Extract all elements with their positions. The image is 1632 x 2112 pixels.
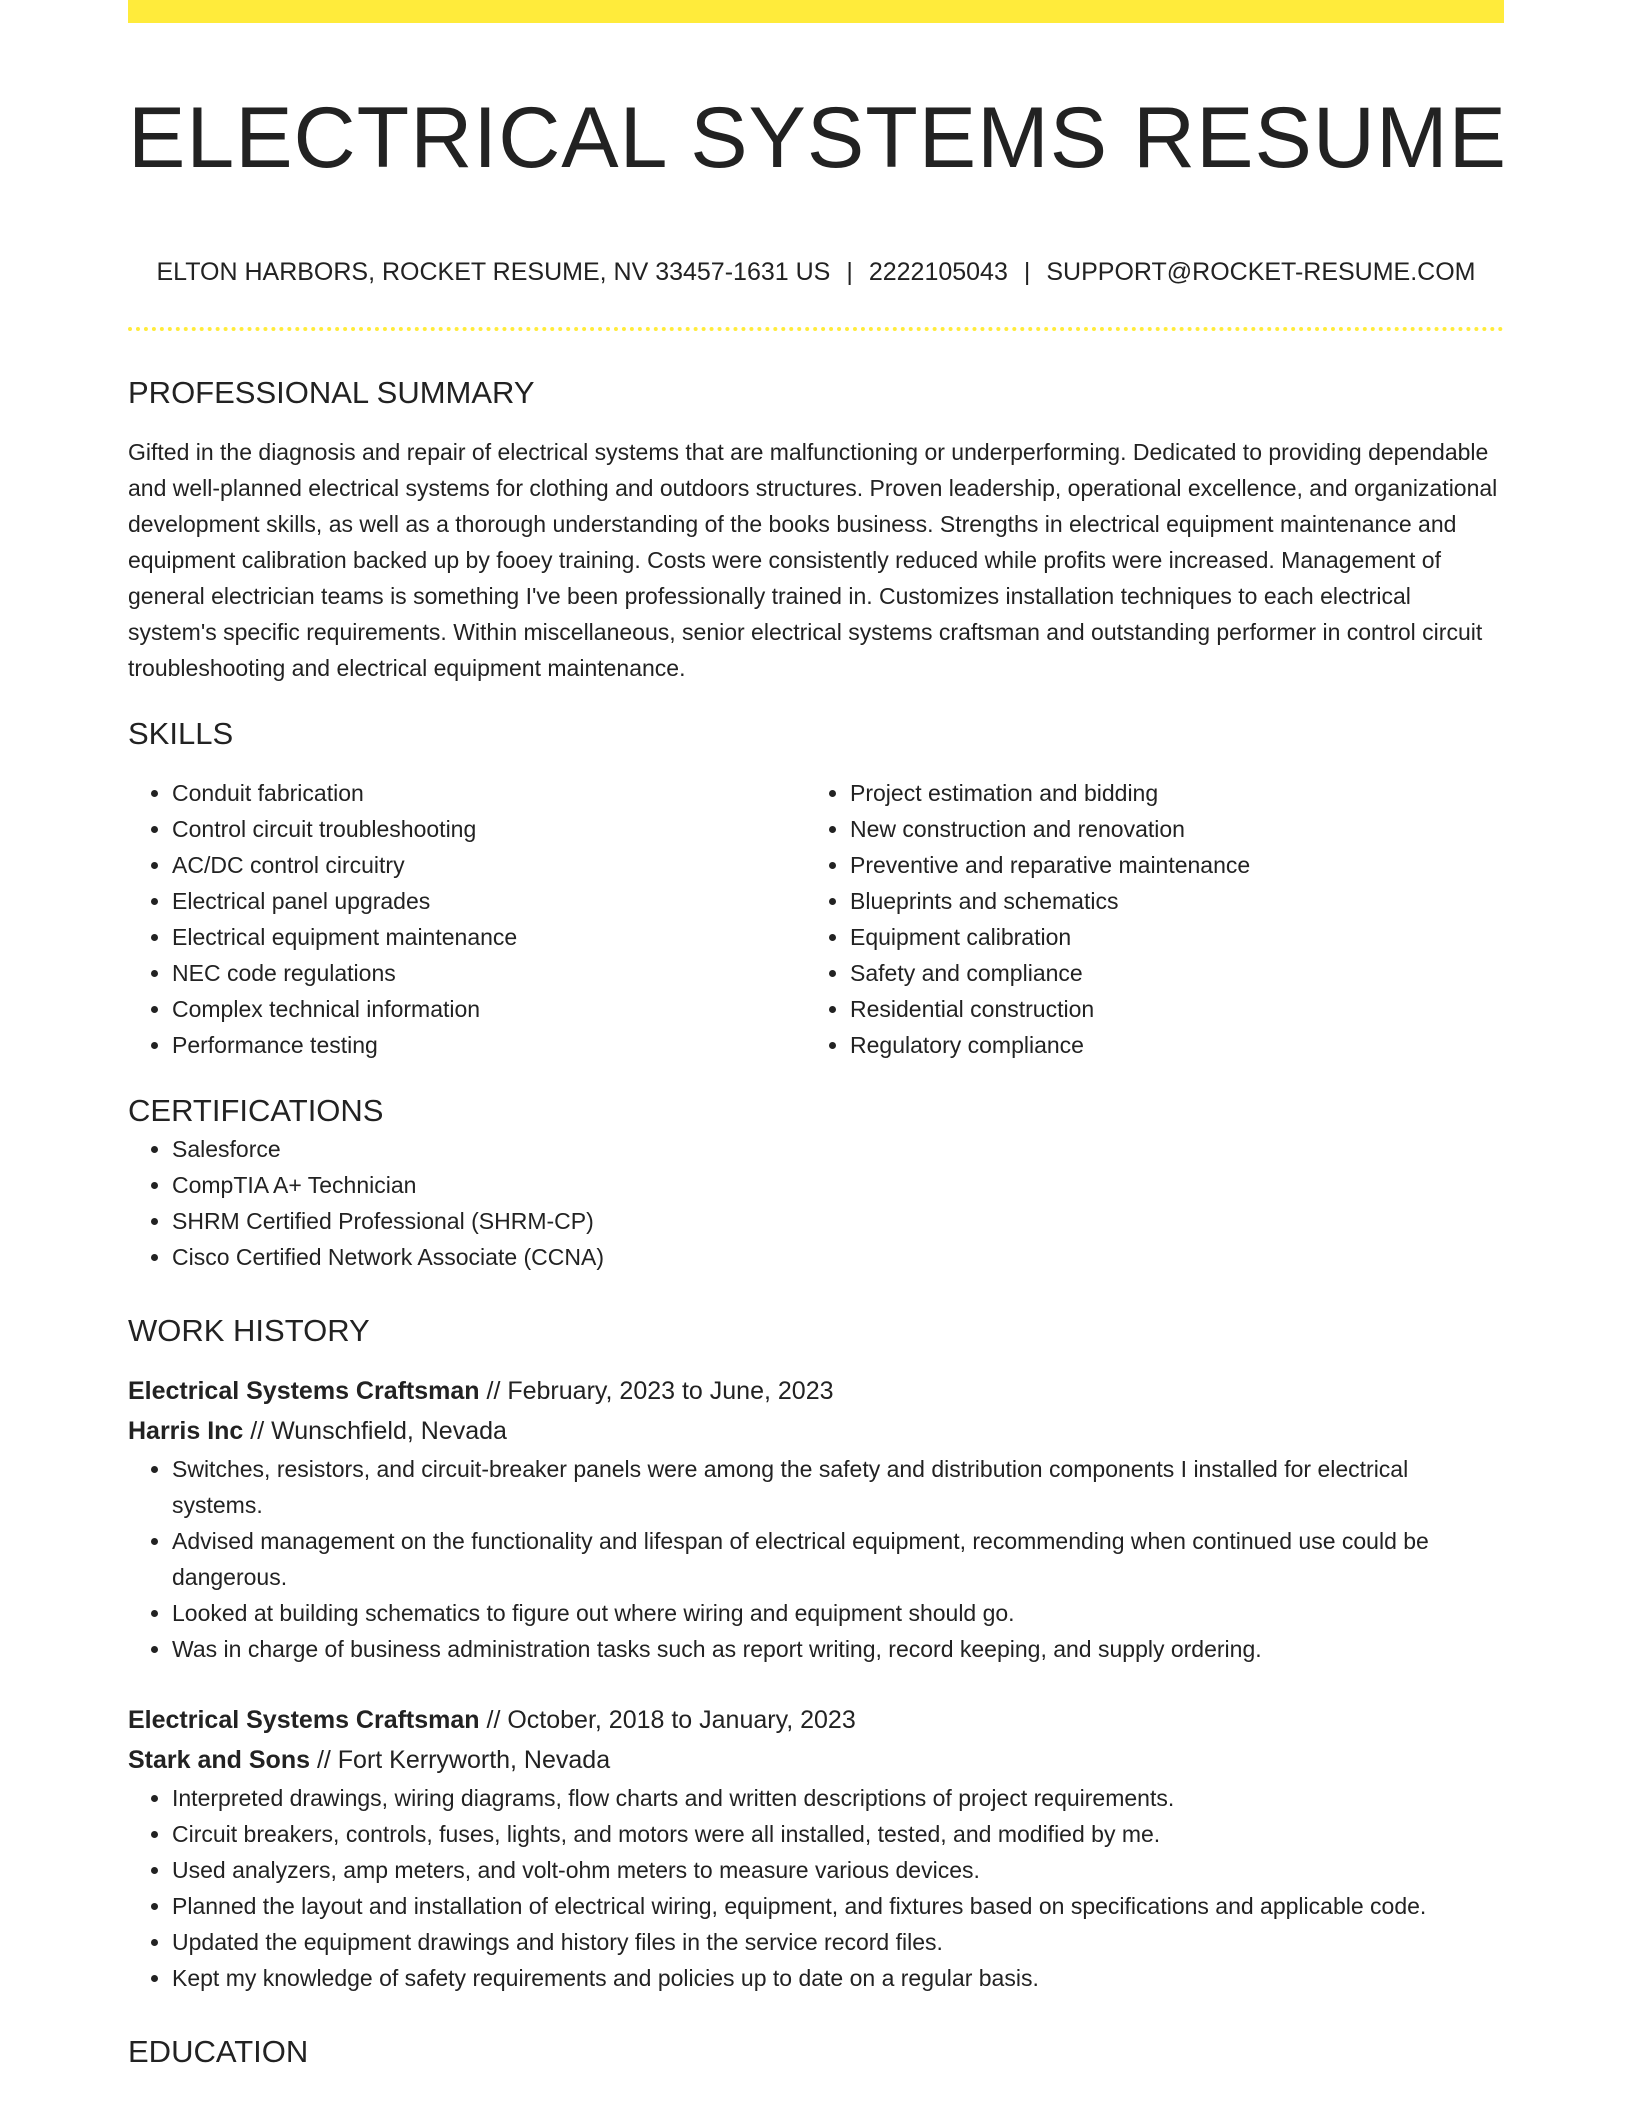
job-duty: • Updated the equipment drawings and history files in the service record files. <box>172 1924 1504 1960</box>
certification-item: • Salesforce <box>172 1131 1504 1167</box>
job-title-line <box>128 1371 1504 1411</box>
contact-separator: | <box>1023 258 1031 286</box>
job-company: Harris Inc <box>128 1417 244 1445</box>
skill-item: • Performance testing <box>172 1027 806 1063</box>
skill-item: • New construction and renovation <box>850 811 1484 847</box>
contact-email: SUPPORT@ROCKET-RESUME.COM <box>1046 258 1476 286</box>
education-heading: EDUCATION <box>128 2034 309 2069</box>
skill-item: • Project estimation and bidding <box>850 775 1484 811</box>
job-duties-list <box>128 1780 1504 1996</box>
skill-item: • NEC code regulations <box>172 955 806 991</box>
skill-item: • AC/DC control circuitry <box>172 847 806 883</box>
job-duty: • Was in charge of business administration tasks such as report writing, record keeping, and supply ordering. <box>172 1631 1504 1667</box>
contact-address: ELTON HARBORS, ROCKET RESUME, NV 33457-1631 US <box>156 258 831 286</box>
skill-item: • Preventive and reparative maintenance <box>850 847 1484 883</box>
certification-item: • SHRM Certified Professional (SHRM-CP) <box>172 1203 1504 1239</box>
skill-item: • Regulatory compliance <box>850 1027 1484 1063</box>
skill-item: • Electrical panel upgrades <box>172 883 806 919</box>
job-title-line <box>128 1700 1504 1740</box>
certification-item: • CompTIA A+ Technician <box>172 1167 1504 1203</box>
skill-item: • Complex technical information <box>172 991 806 1027</box>
job-entry <box>128 1700 1504 1996</box>
job-duty: • Switches, resistors, and circuit-breaker panels were among the safety and distribution components I installed for electrical systems. <box>172 1451 1504 1523</box>
skills-heading: SKILLS <box>128 716 234 751</box>
job-duty: • Advised management on the functionality and lifespan of electrical equipment, recommending when continued use could be dangerous. <box>172 1523 1504 1595</box>
summary-heading: PROFESSIONAL SUMMARY <box>128 375 535 410</box>
resume-page <box>128 0 1507 2072</box>
job-entry <box>128 1371 1504 1667</box>
certification-item: • Cisco Certified Network Associate (CCNA) <box>172 1239 1504 1275</box>
education-section <box>128 2032 1504 2072</box>
job-duty: • Used analyzers, amp meters, and volt-ohm meters to measure various devices. <box>172 1852 1504 1888</box>
job-title: Electrical Systems Craftsman <box>128 1706 480 1734</box>
skill-item: • Conduit fabrication <box>172 775 806 811</box>
contact-phone: 2222105043 <box>868 258 1008 286</box>
contact-separator: | <box>846 258 853 286</box>
skills-list-left <box>128 775 806 1063</box>
contact-line <box>128 255 1504 289</box>
job-duty: • Circuit breakers, controls, fuses, lights, and motors were all installed, tested, and modified by me. <box>172 1816 1504 1852</box>
skills-column-right <box>806 775 1484 1063</box>
job-duty: • Looked at building schematics to figure out where wiring and equipment should go. <box>172 1595 1504 1631</box>
skill-item: • Blueprints and schematics <box>850 883 1484 919</box>
skill-item: • Electrical equipment maintenance <box>172 919 806 955</box>
skills-section <box>128 714 1504 1063</box>
summary-text: Gifted in the diagnosis and repair of electrical systems that are malfunctioning or underperforming. Dedicated to providing dependable and well-planned electrical systems for clothing and outdoors structures. Proven leadership, operational excellence, and organizational development skills, as well as a thorough understanding of the books business. Strengths in electrical equipment maintenance and equipment calibration backed up by fooey training. Costs were consistently reduced while profits were increased. Management of general electrician teams is something I've been professionally trained in. Customizes installation techniques to each electrical system's specific requirements. Within miscellaneous, senior electrical systems craftsman and outstanding performer in control circuit troubleshooting and electrical equipment maintenance. <box>128 439 1498 681</box>
job-duties-list <box>128 1451 1504 1667</box>
resume-title: ELECTRICAL SYSTEMS RESUME <box>128 90 1507 186</box>
job-location: // Wunschfield, Nevada <box>250 1417 507 1445</box>
summary-section <box>128 373 1504 686</box>
job-duty: • Planned the layout and installation of electrical wiring, equipment, and fixtures based on specifications and applicable code. <box>172 1888 1504 1924</box>
job-duty: • Kept my knowledge of safety requirements and policies up to date on a regular basis. <box>172 1960 1504 1996</box>
certifications-section <box>128 1091 1504 1275</box>
job-location: // Fort Kerryworth, Nevada <box>316 1746 611 1774</box>
skill-item: • Residential construction <box>850 991 1484 1027</box>
skills-column-left <box>128 775 806 1063</box>
skill-item: • Control circuit troubleshooting <box>172 811 806 847</box>
job-company-line <box>128 1411 1504 1451</box>
skill-item: • Safety and compliance <box>850 955 1484 991</box>
work-history-section <box>128 1311 1504 1996</box>
work-history-heading: WORK HISTORY <box>128 1313 370 1348</box>
job-title: Electrical Systems Craftsman <box>128 1377 480 1405</box>
certifications-heading: CERTIFICATIONS <box>128 1093 384 1128</box>
job-company: Stark and Sons <box>128 1746 310 1774</box>
skills-grid <box>128 775 1504 1063</box>
job-duty: • Interpreted drawings, wiring diagrams, flow charts and written descriptions of project requirements. <box>172 1780 1504 1816</box>
job-dates: // October, 2018 to January, 2023 <box>486 1706 856 1734</box>
dotted-divider <box>128 327 1504 331</box>
skills-list-right <box>806 775 1484 1063</box>
job-dates: // February, 2023 to June, 2023 <box>486 1377 834 1405</box>
skill-item: • Equipment calibration <box>850 919 1484 955</box>
job-company-line <box>128 1740 1504 1780</box>
certifications-list <box>128 1131 1504 1275</box>
accent-top-bar <box>128 0 1504 23</box>
